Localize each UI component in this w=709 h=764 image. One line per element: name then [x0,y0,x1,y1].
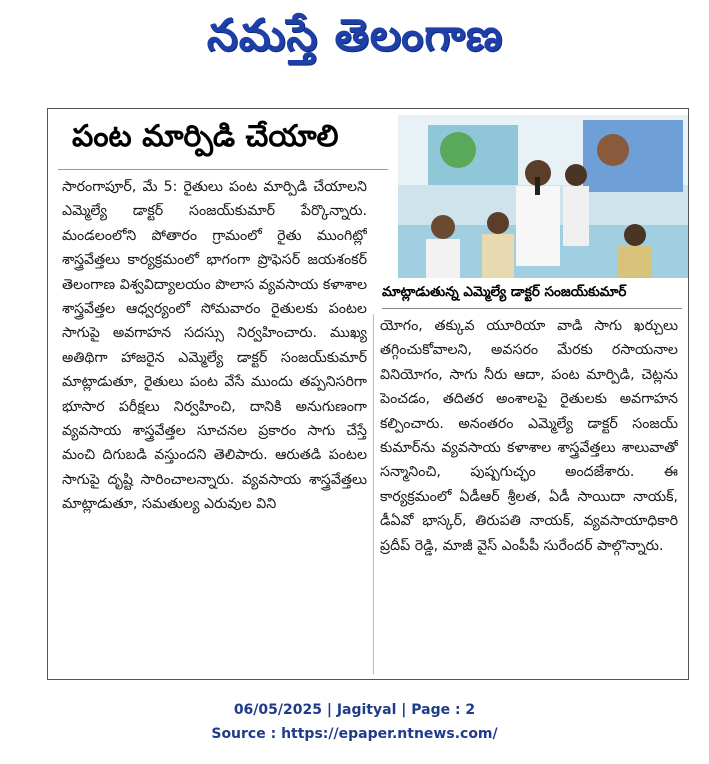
event-photo-illustration [398,115,688,278]
column-divider [373,314,374,674]
article-body-left-column: సారంగాపూర్, మే 5: రైతులు పంట మార్పిడి చేయాలని ఎమ్మెల్యే డాక్టర్ సంజయ్‌కుమార్ పేర్కొన్నారు. మండలంలోని పోతారం గ్రామంలో రైతు ముంగిట్లో శాస్త్రవేత్తలు కార్యక్రమంలో భాగంగా ప్రొఫెసర్ జయశంకర్ తెలంగాణ విశ్వవిద్యాలయం పొలాస వ్యవసాయ కళాశాల శాస్త్రవేత్తల ఆధ్వర్యంలో సోమవారం రైతులకు పంటల సాగుపై అవగాహన సదస్సు నిర్వహించారు. ముఖ్య అతిథిగా హాజరైన ఎమ్మెల్యే డాక్టర్ సంజయ్‌కుమార్ మాట్లాడుతూ, రైతులు పంట వేసే ముందు తప్పనిసరిగా భూసార పరీక్షలు నిర్వహించి, దానికి అనుగుణంగా వ్యవసాయ శాస్త్రవేత్తల సూచనల ప్రకారం సాగు చేస్తే మంచి దిగుబడి వస్తుందని తెలిపారు. ఆరుతడి పంటల సాగుపై దృష్టి సారించాలన్నారు. వ్యవసాయ శాస్త్రవేత్తలు మాట్లాడుతూ, సమతుల్య ఎరువుల విని [62,179,367,513]
article-headline: పంట మార్పిడి చేయాలి [72,119,339,154]
newspaper-masthead: నమస్తే తెలంగాణ [206,10,504,61]
photo-caption: మాట్లాడుతున్న ఎమ్మెల్యే డాక్టర్ సంజయ్‌కుమార్ [382,279,682,309]
article-clipping [47,108,689,680]
footer-source-line: Source : https://epaper.ntnews.com/ [211,726,498,742]
article-body-right-column: యోగం, తక్కువ యూరియా వాడి సాగు ఖర్చులు తగ్గించుకోవాలని, అవసరం మేరకు రసాయనాల వినియోగం, సాగు నీరు ఆదా, పంట మార్పిడి, చెట్లను పెంచడం, తదితర అంశాలపై రైతులకు అవగాహన కల్పించారు. అనంతరం ఎమ్మెల్యే డాక్టర్ సంజయ్ కుమార్‌ను వ్యవసాయ కళాశాల శాస్త్రవేత్తలు శాలువాతో సన్మానించి, పుష్పగుచ్ఛం అందజేశారు. ఈ కార్యక్రమంలో ఏడీఆర్ శ్రీలత, ఏడీ సాయిదా నాయక్, డీఏవో భాస్కర్, తిరుపతి నాయక్, వ్యవసాయాధికారి ప్రదీప్ రెడ్డి, మాజీ వైస్ ఎంపీపీ సురేందర్ పాల్గొన్నారు. [380,318,678,554]
footer-date-line: 06/05/2025 | Jagityal | Page : 2 [233,702,476,718]
article-photo [398,115,688,278]
headline-divider [58,169,388,170]
